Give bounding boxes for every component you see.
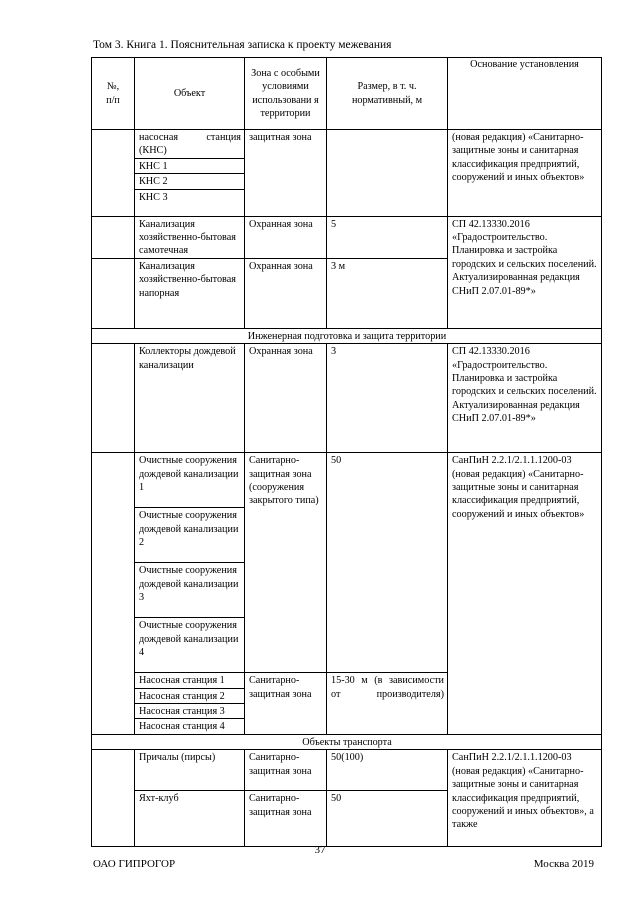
section-title: Инженерная подготовка и защита территории [92,328,602,343]
col-header-num: №, п/п [92,58,135,130]
table-row [92,750,602,791]
table-row [92,453,602,508]
cell-num [92,750,135,847]
cell-basis: СП 42.13330.2016 «Градостроительство. Планировка и застройка городских и сельских поселений. Актуализированная редакция СНиП 2.07.01-89*» [448,344,602,453]
col-header-zone: Зона с особыми условиями использовани я территории [245,58,327,130]
cell-size: 50 [327,453,448,673]
cell-object: КНС 2 [135,174,245,189]
section-row [92,734,602,749]
footer-organization: ОАО ГИПРОГОР [93,858,176,870]
cell-zone: Санитарно-защитная зона [245,673,327,735]
cell-object: Насосная станция 4 [135,719,245,734]
table-row [92,216,602,258]
cell-size: 5 [327,216,448,258]
cell-zone: Охранная зона [245,258,327,328]
cell-object: КНС 1 [135,158,245,173]
cell-object: насосная станция (КНС) [135,130,245,159]
col-header-object: Объект [135,58,245,130]
cell-object: Очистные сооружения дождевой канализации 2 [135,508,245,563]
cell-object: КНС 3 [135,189,245,216]
cell-num [92,258,135,328]
cell-object: Коллекторы дождевой канализации [135,344,245,453]
cell-zone: Санитарно-защитная зона (сооружения закрытого типа) [245,453,327,673]
cell-object: Очистные сооружения дождевой канализации 4 [135,618,245,673]
cell-object: Очистные сооружения дождевой канализации 3 [135,563,245,618]
cell-basis: СП 42.13330.2016 «Градостроительство. Планировка и застройка городских и сельских поселений. Актуализированная редакция СНиП 2.07.01-89*» [448,216,602,328]
cell-size: 50(100) [327,750,448,791]
cell-num [92,216,135,258]
cell-zone: Санитарно-защитная зона [245,750,327,791]
cell-object: Насосная станция 1 [135,673,245,688]
table-row [92,344,602,453]
cell-zone: Охранная зона [245,216,327,258]
section-row [92,328,602,343]
cell-zone: защитная зона [245,130,327,217]
col-header-size: Размер, в т. ч. нормативный, м [327,58,448,130]
cell-object: Причалы (пирсы) [135,750,245,791]
cell-basis: СанПиН 2.2.1/2.1.1.1200-03 (новая редакция) «Санитарно-защитные зоны и санитарная классификация предприятий, сооружений и иных объектов» [448,453,602,735]
cell-size: 50 [327,791,448,847]
cell-object: Очистные сооружения дождевой канализации 1 [135,453,245,508]
cell-basis: СанПиН 2.2.1/2.1.1.1200-03 (новая редакция) «Санитарно-защитные зоны и санитарная классификация предприятий, сооружений и иных объектов», а также [448,750,602,847]
cell-zone: Охранная зона [245,344,327,453]
table-row [92,130,602,159]
page-number: 37 [314,844,326,856]
cell-object: Насосная станция 2 [135,688,245,703]
cell-size [327,130,448,217]
cell-object: Канализация хозяйственно-бытовая напорная [135,258,245,328]
col-header-basis: Основание установления [448,58,602,130]
zones-table [91,57,602,847]
cell-num [92,130,135,217]
cell-object: Канализация хозяйственно-бытовая самотечная [135,216,245,258]
cell-size: 3 [327,344,448,453]
cell-size: 15-30 м (в зависимости от производителя) [327,673,448,735]
cell-object: Насосная станция 3 [135,704,245,719]
section-title: Объекты транспорта [92,734,602,749]
cell-num [92,344,135,453]
cell-num [92,453,135,735]
cell-size: 3 м [327,258,448,328]
cell-zone: Санитарно-защитная зона [245,791,327,847]
cell-basis: (новая редакция) «Санитарно-защитные зоны и санитарная классификация предприятий, сооружений и иных объектов» [448,130,602,217]
document-header: Том 3. Книга 1. Пояснительная записка к проекту межевания [93,39,392,51]
cell-object: Яхт-клуб [135,791,245,847]
footer-city-year: Москва 2019 [533,858,594,870]
table-header-row [92,58,602,130]
